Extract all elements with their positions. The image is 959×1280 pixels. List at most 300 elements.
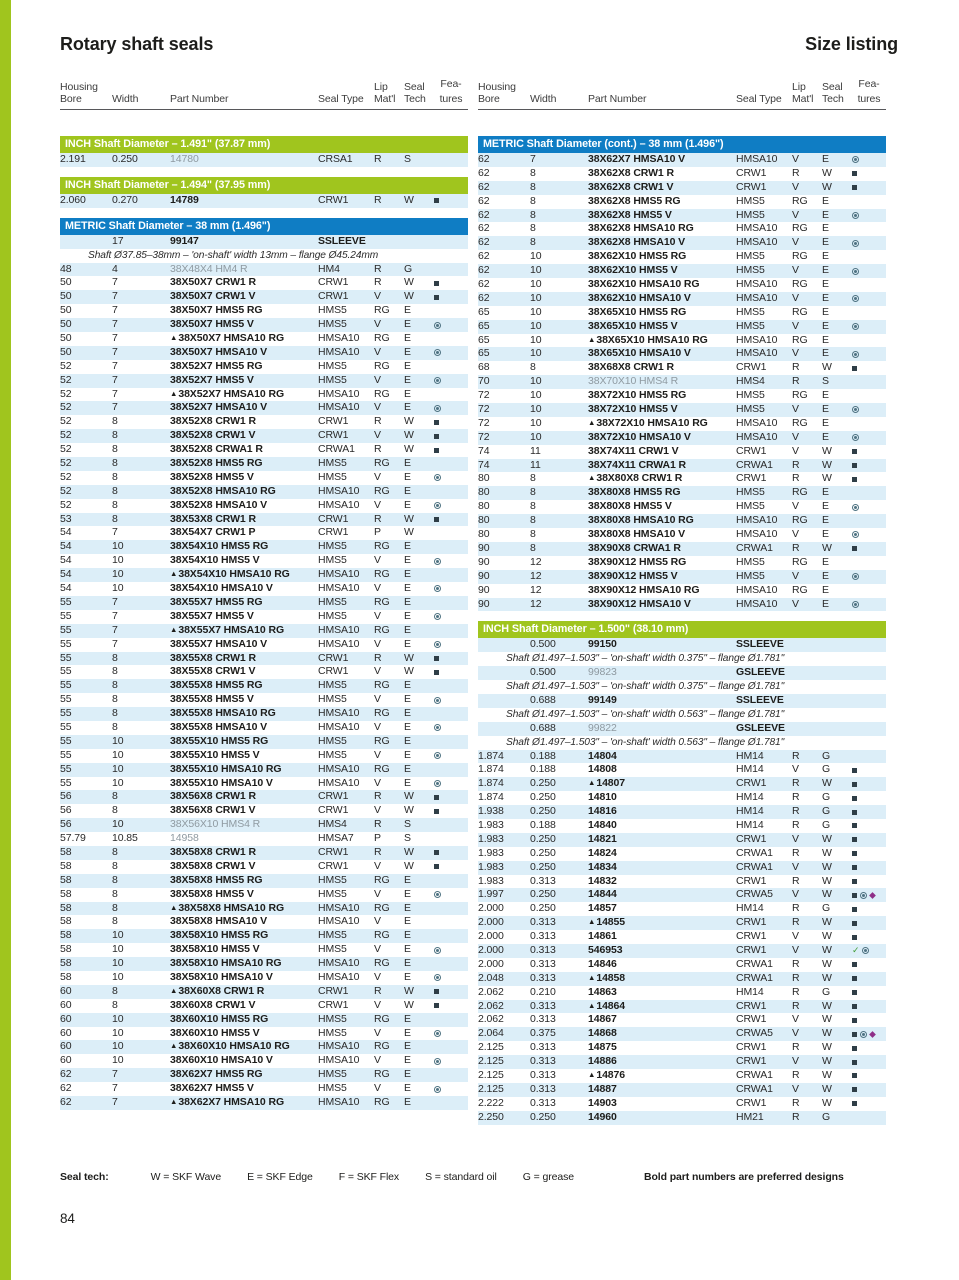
part-number-cell: [170, 290, 318, 304]
lip-material-value: V: [792, 264, 799, 277]
square-feature-icon: [434, 656, 439, 661]
lip-material-value: V: [374, 318, 381, 331]
housing-bore-value: 52: [60, 498, 72, 511]
seal-tech-value: E: [404, 929, 411, 942]
features-cell: [852, 1101, 886, 1106]
square-feature-icon: [434, 795, 439, 800]
page-title: Rotary shaft seals: [60, 34, 214, 54]
seal-tech-value: E: [822, 583, 829, 596]
part-number-cell: [588, 1027, 736, 1041]
seal-tech-value: W: [822, 1055, 832, 1068]
lip-material-value: R: [374, 512, 382, 525]
lip-material-value: RG: [374, 359, 390, 372]
housing-bore-value: 58: [60, 845, 72, 858]
part-number-cell: [170, 846, 318, 860]
table-row: [478, 167, 886, 181]
features-cell: [852, 1060, 886, 1065]
width-value: 0.250: [530, 902, 556, 915]
features-cell: [434, 1058, 468, 1065]
seal-tech-value: E: [404, 776, 411, 789]
width-value: 10: [530, 264, 542, 277]
table-row: [478, 722, 886, 736]
seal-type-value: HMS5: [736, 194, 765, 207]
square-feature-icon: [434, 281, 439, 286]
width-value: 10: [112, 957, 124, 970]
part-number: 38X55X8 CRW1 R: [170, 651, 256, 664]
table-row: [60, 499, 468, 513]
table-row: [60, 346, 468, 360]
lip-material-value: R: [374, 193, 382, 206]
features-cell: [434, 795, 468, 800]
housing-bore-value: 56: [60, 804, 72, 817]
features-cell: [434, 349, 468, 356]
width-value: 0.313: [530, 999, 556, 1012]
housing-bore-value: 56: [60, 818, 72, 831]
square-feature-icon: [434, 989, 439, 994]
seal-tech-value: W: [822, 943, 832, 956]
part-number-cell: [170, 804, 318, 818]
housing-bore-value: 2.000: [478, 943, 504, 956]
seal-type-value: CRW1: [736, 832, 767, 845]
seal-type-value: CRW1: [318, 276, 349, 289]
lip-material-value: V: [374, 748, 381, 761]
square-feature-icon: [434, 295, 439, 300]
housing-bore-value: 56: [60, 790, 72, 803]
table-row: [60, 1096, 468, 1110]
width-value: 0.210: [530, 985, 556, 998]
table-row: [478, 445, 886, 459]
lip-material-value: RG: [792, 278, 808, 291]
seal-tech-value: W: [404, 415, 414, 428]
part-number: 38X55X10 HMS5 RG: [170, 734, 269, 747]
width-value: 0.313: [530, 1013, 556, 1026]
features-cell: [852, 796, 886, 801]
circle-feature-icon: [434, 502, 441, 509]
circle-feature-icon: [434, 349, 441, 356]
header-lip-matl: Lip Mat'l: [374, 82, 396, 105]
width-value: 0.375: [530, 1027, 556, 1040]
width-value: 8: [112, 484, 118, 497]
part-number-cell: [170, 346, 318, 360]
features-cell: [852, 976, 886, 981]
lip-material-value: V: [792, 291, 799, 304]
part-number-cell: [588, 944, 736, 958]
seal-tech-value: G: [404, 262, 413, 275]
seal-tech-value: W: [404, 859, 414, 872]
table-row: [60, 582, 468, 596]
housing-bore-value: 55: [60, 609, 72, 622]
seal-type-value: HMSA10: [736, 347, 778, 360]
housing-bore-value: 55: [60, 693, 72, 706]
width-value: 0.250: [530, 832, 556, 845]
square-feature-icon: [852, 1046, 857, 1051]
width-value: 10: [530, 375, 542, 388]
width-value: 8: [530, 472, 536, 485]
part-number-cell: [170, 985, 318, 999]
part-number-cell: [170, 679, 318, 693]
seal-tech-value: W: [822, 458, 832, 471]
seal-type-value: CRWA1: [736, 846, 773, 859]
part-number-cell: [588, 334, 736, 348]
width-value: 8: [530, 361, 536, 374]
width-value: 17: [112, 234, 124, 247]
seal-tech-value: G: [822, 749, 831, 762]
features-cell: [434, 517, 468, 522]
table-row: [60, 596, 468, 610]
circle-feature-icon: [434, 474, 441, 481]
features-cell: [434, 974, 468, 981]
part-number-cell: [170, 360, 318, 374]
legend-bold-note: Bold part numbers are preferred designs: [643, 1170, 844, 1183]
seal-tech-value: E: [822, 528, 829, 541]
part-number: 38X58X8 HMS5 RG: [170, 873, 263, 886]
seal-tech-value: W: [404, 651, 414, 664]
part-number-cell: [588, 916, 736, 930]
seal-type-value: HMSA10: [736, 153, 778, 165]
titlebar: [60, 34, 898, 55]
features-cell: [852, 921, 886, 926]
lip-material-value: RG: [792, 305, 808, 318]
table-row: [60, 707, 468, 721]
table-row: [60, 832, 468, 846]
table-row: [60, 513, 468, 527]
part-number-cell: [588, 722, 736, 736]
housing-bore-value: 62: [60, 1068, 72, 1081]
width-value: 0.313: [530, 1041, 556, 1054]
width-value: 8: [112, 790, 118, 803]
seal-tech-value: W: [822, 874, 832, 887]
width-value: 7: [112, 637, 118, 650]
part-number: 38X52X8 HMS5 V: [170, 470, 254, 483]
square-feature-icon: [434, 850, 439, 855]
lip-material-value: V: [792, 569, 799, 582]
seal-type-value: CRW1: [318, 193, 349, 206]
table-row: [478, 209, 886, 223]
part-number: 38X55X10 HMSA10 RG: [170, 762, 282, 775]
lip-material-value: V: [374, 429, 381, 442]
lip-material-value: V: [374, 804, 381, 817]
circle-feature-icon: [852, 268, 859, 275]
part-number-cell: [170, 235, 318, 249]
width-value: 0.688: [530, 721, 556, 734]
square-feature-icon: [434, 420, 439, 425]
table-row: [478, 278, 886, 292]
seal-type-value: HMSA10: [736, 583, 778, 596]
square-feature-icon: [852, 185, 857, 190]
table-row: [478, 791, 886, 805]
lip-material-value: V: [374, 665, 381, 678]
lip-material-value: RG: [792, 514, 808, 527]
part-number-cell: [170, 693, 318, 707]
table-row: [60, 1040, 468, 1054]
part-number-cell: [170, 457, 318, 471]
width-value: 8: [112, 498, 118, 511]
part-number: 38X74X11 CRW1 V: [588, 444, 679, 457]
seal-type-value: HMSA10: [318, 582, 360, 595]
part-number: 38X52X8 CRW1 R: [170, 415, 256, 428]
lip-material-value: R: [792, 777, 800, 790]
width-value: 8: [530, 486, 536, 499]
part-number-cell: [170, 735, 318, 749]
lip-material-value: R: [792, 166, 800, 179]
seal-type-value: HM14: [736, 791, 764, 804]
part-number: 14824: [588, 846, 617, 859]
width-value: 8: [112, 470, 118, 483]
square-feature-icon: [852, 990, 857, 995]
table-header: [478, 71, 886, 110]
part-number-cell: [170, 957, 318, 971]
seal-tech-value: G: [822, 805, 831, 818]
table-row: [60, 929, 468, 943]
table-row: [478, 556, 886, 570]
part-number-cell: [588, 584, 736, 598]
housing-bore-value: 74: [478, 444, 490, 457]
part-number: 38X62X8 HMSA10 RG: [588, 222, 694, 235]
table-section: [60, 218, 468, 1110]
seal-tech-value: E: [822, 319, 829, 332]
width-value: 4: [112, 262, 118, 275]
header-housing-bore: Housing Bore: [478, 82, 516, 105]
part-number: 14886: [588, 1055, 617, 1068]
part-number-cell: [170, 332, 318, 346]
part-number: 38X80X8 HMSA10 V: [588, 528, 686, 541]
part-number-cell: [170, 1040, 318, 1054]
square-feature-icon: [852, 907, 857, 912]
lip-material-value: RG: [374, 304, 390, 317]
part-number: 14844: [588, 888, 617, 901]
lip-material-value: V: [792, 832, 799, 845]
seal-type-value: HMS5: [318, 679, 347, 692]
seal-type-value: HMS5: [318, 373, 347, 386]
seal-type-value: CRW1: [318, 845, 349, 858]
part-number-cell: [588, 598, 736, 612]
part-number: 38X65X10 HMSA10 V: [588, 347, 691, 360]
seal-tech-value: E: [404, 957, 411, 970]
seal-tech-value: W: [822, 777, 832, 790]
lip-material-value: R: [792, 791, 800, 804]
seal-tech-value: E: [404, 1096, 411, 1108]
shaft-note-row: [478, 680, 886, 694]
table-row: [60, 999, 468, 1013]
width-value: 10: [112, 554, 124, 567]
section-header: METRIC Shaft Diameter (cont.) – 38 mm (1.496"): [478, 136, 886, 153]
housing-bore-value: 54: [60, 568, 72, 581]
part-number: 38X60X10 HMS5 RG: [170, 1012, 269, 1025]
table-row: [478, 1027, 886, 1041]
part-number-cell: [170, 374, 318, 388]
seal-type-value: CRWA1: [318, 443, 355, 456]
part-number-cell: [588, 556, 736, 570]
lip-material-value: R: [792, 361, 800, 374]
seal-tech-value: E: [822, 500, 829, 513]
lip-material-value: V: [792, 347, 799, 360]
housing-bore-value: 54: [60, 554, 72, 567]
seal-type-value: HMSA10: [736, 291, 778, 304]
housing-bore-value: 80: [478, 528, 490, 541]
lip-material-value: R: [792, 1110, 800, 1123]
seal-type-value: HMS5: [318, 734, 347, 747]
features-cell: [852, 810, 886, 815]
table-row: [60, 721, 468, 735]
part-number: 14867: [588, 1013, 617, 1026]
part-number: 38X52X8 CRW1 V: [170, 429, 256, 442]
width-value: 10: [112, 582, 124, 595]
seal-type-value: HMS5: [736, 250, 765, 263]
lip-material-value: R: [792, 749, 800, 762]
part-number: 38X70X10 HMS4 R: [588, 375, 679, 388]
part-number: 99149: [588, 693, 617, 706]
lip-material-value: RG: [792, 486, 808, 499]
lip-material-value: V: [374, 887, 381, 900]
seal-type-value: CRW1: [318, 804, 349, 817]
lip-material-value: V: [374, 609, 381, 622]
header-features: Fea- tures: [857, 79, 881, 105]
part-number: 38X55X10 HMSA10 V: [170, 776, 273, 789]
seal-type-value: CRWA1: [736, 860, 773, 873]
part-number-cell: [588, 347, 736, 361]
part-number: 99147: [170, 234, 199, 247]
part-number-cell: [588, 1097, 736, 1111]
width-value: 10: [112, 943, 124, 956]
lip-material-value: R: [374, 415, 382, 428]
width-value: 7: [112, 276, 118, 289]
part-number: 38X55X7 HMSA10 V: [170, 637, 268, 650]
table-row: [60, 304, 468, 318]
table-row: [478, 264, 886, 278]
table-row: [60, 388, 468, 402]
triangle-icon: ▲: [170, 333, 178, 343]
seal-type-value: CRW1: [736, 472, 767, 485]
part-number-cell: [170, 443, 318, 457]
seal-tech-value: E: [404, 970, 411, 983]
part-number-cell: [170, 721, 318, 735]
lip-material-value: V: [374, 943, 381, 956]
width-value: 8: [112, 845, 118, 858]
part-number-cell: [170, 318, 318, 332]
seal-tech-value: E: [404, 707, 411, 720]
housing-bore-value: 62: [478, 194, 490, 207]
lip-material-value: V: [792, 180, 799, 193]
square-feature-icon: [852, 768, 857, 773]
header-seal-tech: Seal Tech: [822, 82, 844, 105]
features-cell: [852, 406, 886, 413]
seal-type-value: CRW1: [736, 444, 767, 457]
table-row: [478, 805, 886, 819]
table-row: [478, 570, 886, 584]
header-seal-type: Seal Type: [736, 93, 782, 105]
housing-bore-value: 55: [60, 651, 72, 664]
seal-type-value: HMS5: [736, 486, 765, 499]
circle-feature-icon: [852, 531, 859, 538]
seal-type-value: HMSA10: [318, 387, 360, 400]
lip-material-value: V: [792, 528, 799, 541]
left-sections: [60, 136, 468, 1110]
seal-type-value: CRW1: [318, 984, 349, 997]
part-number: 38X58X8 HMSA10 V: [170, 915, 268, 928]
part-number: 38X74X11 CRWA1 R: [588, 458, 687, 471]
width-value: 10: [530, 389, 542, 402]
table-row: [478, 320, 886, 334]
housing-bore-value: 2.000: [478, 930, 504, 943]
housing-bore-value: 90: [478, 583, 490, 596]
seal-tech-value: W: [404, 984, 414, 997]
table-row: [60, 679, 468, 693]
part-number-cell: [170, 263, 318, 277]
part-number-cell: [170, 638, 318, 652]
width-value: 10: [530, 305, 542, 318]
features-cell: [434, 585, 468, 592]
header-part-number: Part Number: [588, 93, 647, 105]
seal-tech-value: E: [822, 305, 829, 318]
seal-type-value: CRW1: [736, 930, 767, 943]
table-row: [60, 804, 468, 818]
part-number-cell: [588, 292, 736, 306]
seal-tech-value: E: [404, 679, 411, 692]
lip-material-value: R: [792, 805, 800, 818]
part-number: 14858: [596, 971, 626, 984]
housing-bore-value: 1.874: [478, 749, 504, 762]
header-part-number: Part Number: [170, 93, 229, 105]
circle-feature-icon: [434, 974, 441, 981]
table-row: [60, 374, 468, 388]
lip-material-value: RG: [374, 623, 390, 636]
part-number-cell: [588, 1041, 736, 1055]
table-row: [60, 790, 468, 804]
features-cell: [852, 212, 886, 219]
housing-bore-value: 58: [60, 970, 72, 983]
part-number: 38X52X8 CRWA1 R: [170, 443, 263, 456]
part-number: 38X55X8 HMSA10 RG: [170, 707, 276, 720]
seal-tech-value: W: [822, 1013, 832, 1026]
features-cell: [434, 295, 468, 300]
housing-bore-value: 53: [60, 512, 72, 525]
table-row: [60, 777, 468, 791]
part-number: 38X55X10 HMS5 V: [170, 748, 260, 761]
table-row: [478, 958, 886, 972]
table-row: [60, 443, 468, 457]
housing-bore-value: 90: [478, 541, 490, 554]
lip-material-value: R: [374, 984, 382, 997]
seal-type-value: HMSA10: [736, 528, 778, 541]
part-number-cell: [170, 874, 318, 888]
lip-material-value: V: [374, 1054, 381, 1067]
part-number-cell: [588, 750, 736, 764]
lip-material-value: V: [374, 970, 381, 983]
section-header: INCH Shaft Diameter – 1.491" (37.87 mm): [60, 136, 468, 153]
width-value: 0.688: [530, 693, 556, 706]
width-value: 8: [112, 429, 118, 442]
accent-stripe: [0, 0, 11, 1280]
square-feature-icon: [434, 670, 439, 675]
shaft-note-row: [478, 708, 886, 722]
part-number-cell: [588, 1013, 736, 1027]
part-number-cell: [588, 431, 736, 445]
part-number: 38X54X10 HMS5 V: [170, 554, 260, 567]
width-value: 8: [530, 208, 536, 221]
legend-item: S = standard oil: [425, 1170, 497, 1183]
seal-tech-value: E: [404, 887, 411, 900]
seal-type-value: CRW1: [736, 916, 767, 929]
part-number-cell: [170, 665, 318, 679]
table-row: [60, 415, 468, 429]
diamond-feature-icon: [869, 1031, 876, 1038]
circle-feature-icon: [434, 613, 441, 620]
square-feature-icon: [434, 448, 439, 453]
features-cell: [852, 1046, 886, 1051]
housing-bore-value: 65: [478, 347, 490, 360]
part-number: 38X58X8 CRW1 R: [170, 845, 256, 858]
table-row: [478, 514, 886, 528]
